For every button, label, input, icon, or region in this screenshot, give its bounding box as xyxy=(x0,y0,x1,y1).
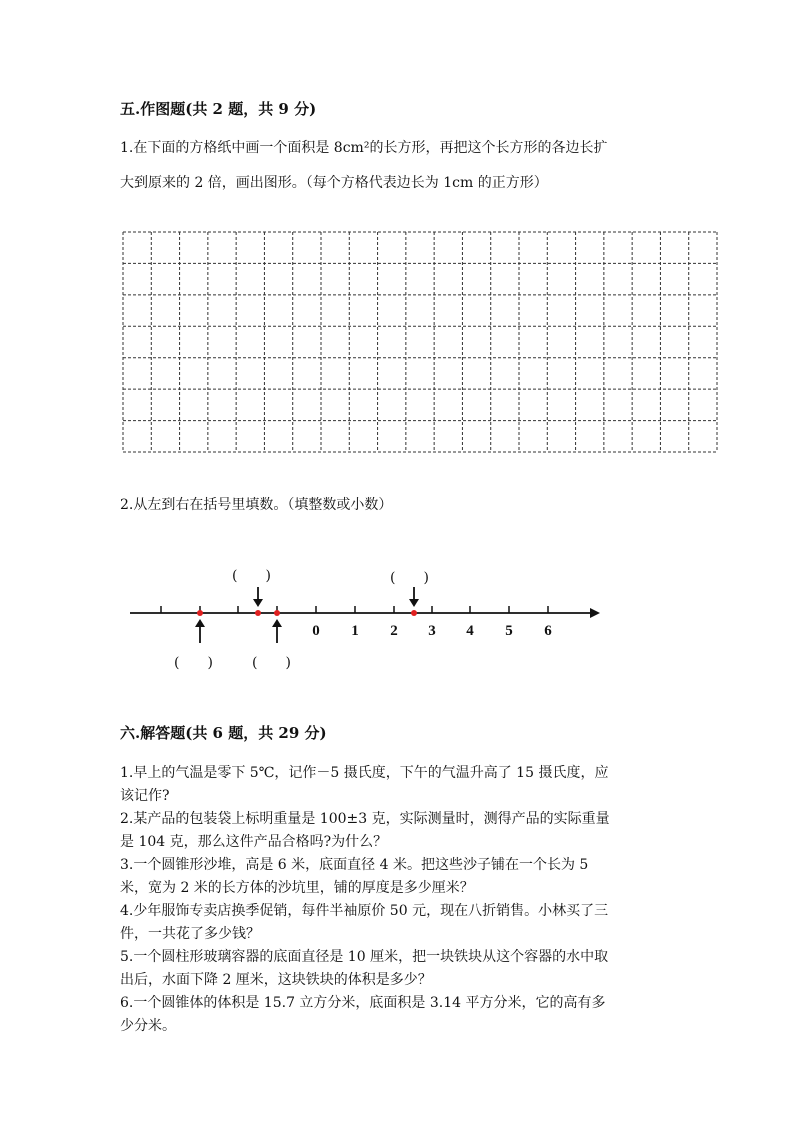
answer-question-5-line-2: 出后，水面下降 2 厘米，这块铁块的体积是多少？ xyxy=(120,972,432,988)
marked-point-1 xyxy=(197,610,203,616)
answer-question-4-line-2: 件，一共花了多少钱？ xyxy=(120,926,260,942)
number-line-tick-label: 6 xyxy=(544,623,552,639)
number-line-tick-label: 5 xyxy=(505,623,513,639)
answer-question-1-line-1: 1.早上的气温是零下 5℃，记作－5 摄氏度，下午的气温升高了 15 摄氏度，应 xyxy=(120,765,609,781)
answer-question-2-line-1: 2.某产品的包装袋上标明重量是 100±3 克，实际测量时，测得产品的实际重量 xyxy=(120,811,610,827)
number-line-arrow-icon xyxy=(590,608,600,618)
number-line-tick-label: 2 xyxy=(390,623,398,639)
down-arrow-2-head-icon xyxy=(409,599,419,607)
question-1-line-1: 1.在下面的方格纸中画一个面积是 8cm²的长方形，再把这个长方形的各边长扩 xyxy=(120,140,608,156)
answer-question-6-line-2: 少分米。 xyxy=(120,1018,176,1034)
marked-point-3 xyxy=(274,610,280,616)
marked-point-2 xyxy=(255,610,261,616)
answer-question-5-line-1: 5.一个圆柱形玻璃容器的底面直径是 10 厘米，把一块铁块从这个容器的水中取 xyxy=(120,949,609,965)
question-1-line-2: 大到原来的 2 倍，画出图形。（每个方格代表边长为 1cm 的正方形） xyxy=(120,175,548,191)
number-line-tick-label: 3 xyxy=(428,623,436,639)
up-arrow-2-head-icon xyxy=(272,619,282,627)
blank-paren-bottom-2[interactable]: ( ) xyxy=(252,655,291,671)
answer-question-2-line-2: 是 104 克，那么这件产品合格吗?为什么？ xyxy=(120,834,388,850)
down-arrow-1-head-icon xyxy=(253,599,263,607)
answer-question-3-line-1: 3.一个圆锥形沙堆，高是 6 米，底面直径 4 米。把这些沙子铺在一个长为 5 xyxy=(120,857,589,873)
number-line-tick-label: 4 xyxy=(466,623,474,639)
answer-question-3-line-2: 米，宽为 2 米的长方体的沙坑里，铺的厚度是多少厘米？ xyxy=(120,880,474,896)
blank-paren-bottom-1[interactable]: ( ) xyxy=(174,655,213,671)
answer-question-6-line-1: 6.一个圆锥体的体积是 15.7 立方分米，底面积是 3.14 平方分米，它的高有多 xyxy=(120,995,606,1011)
marked-point-4 xyxy=(411,610,417,616)
section-six-title: 六.解答题(共 6 题，共 29 分) xyxy=(120,724,327,742)
blank-paren-top-1[interactable]: ( ) xyxy=(232,568,271,584)
number-line-tick-label: 0 xyxy=(312,623,320,639)
question-2-text: 2.从左到右在括号里填数。（填整数或小数） xyxy=(120,497,393,513)
section-five-title: 五.作图题(共 2 题，共 9 分) xyxy=(120,100,317,118)
answer-question-4-line-1: 4.少年服饰专卖店换季促销，每件半袖原价 50 元，现在八折销售。小林买了三 xyxy=(120,903,609,919)
number-line-tick-label: 1 xyxy=(351,623,359,639)
blank-paren-top-2[interactable]: ( ) xyxy=(390,570,429,586)
answer-question-1-line-2: 该记作? xyxy=(120,788,170,804)
up-arrow-1-head-icon xyxy=(195,619,205,627)
grid-paper xyxy=(123,232,717,452)
